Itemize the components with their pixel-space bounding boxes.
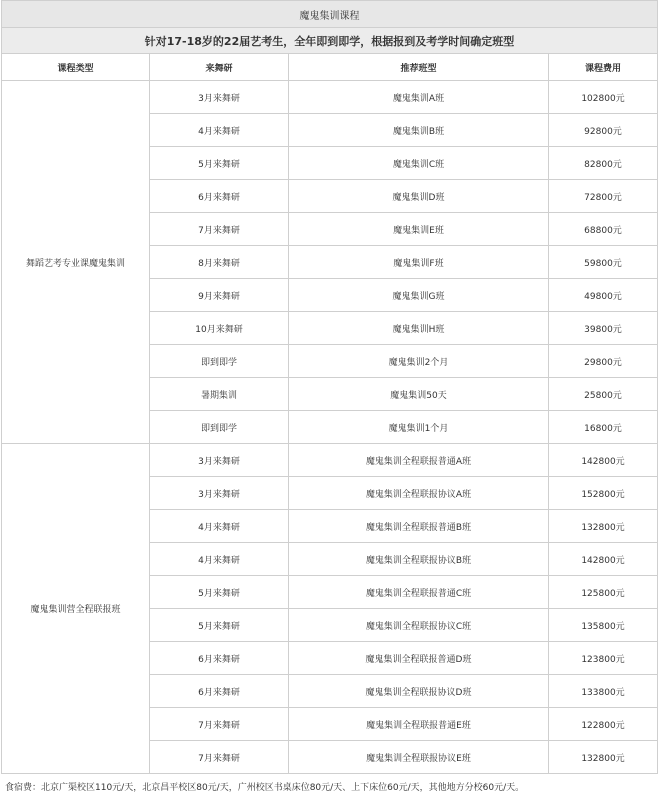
class-cell: 魔鬼集训全程联报普通B班 — [289, 510, 549, 543]
header-row — [2, 54, 658, 81]
course-table-body — [2, 1, 658, 774]
fee-cell: 133800元 — [549, 675, 658, 708]
arrival-cell: 7月来舞研 — [150, 708, 289, 741]
arrival-cell: 4月来舞研 — [150, 114, 289, 147]
fee-cell: 123800元 — [549, 642, 658, 675]
arrival-cell: 5月来舞研 — [150, 576, 289, 609]
class-cell: 魔鬼集训A班 — [289, 81, 549, 114]
table-title: 魔鬼集训课程 — [2, 1, 658, 28]
class-cell: 魔鬼集训50天 — [289, 378, 549, 411]
fee-cell: 72800元 — [549, 180, 658, 213]
class-cell: 魔鬼集训H班 — [289, 312, 549, 345]
arrival-cell: 3月来舞研 — [150, 477, 289, 510]
header-course-type: 课程类型 — [2, 54, 150, 81]
class-cell: 魔鬼集训全程联报协议E班 — [289, 741, 549, 774]
class-cell: 魔鬼集训全程联报协议B班 — [289, 543, 549, 576]
fee-cell: 132800元 — [549, 741, 658, 774]
course-table-container — [1, 0, 657, 799]
arrival-cell: 10月来舞研 — [150, 312, 289, 345]
fee-cell: 92800元 — [549, 114, 658, 147]
fee-cell: 152800元 — [549, 477, 658, 510]
fee-cell: 59800元 — [549, 246, 658, 279]
arrival-cell: 6月来舞研 — [150, 642, 289, 675]
arrival-cell: 6月来舞研 — [150, 180, 289, 213]
arrival-cell: 7月来舞研 — [150, 213, 289, 246]
title-row — [2, 1, 658, 28]
footer-note: 食宿费：北京广渠校区110元/天，北京昌平校区80元/天，广州校区书桌床位80元/天、上下床位60元/天，其他地方分校60元/天。 — [5, 783, 525, 793]
fee-cell: 16800元 — [549, 411, 658, 444]
arrival-cell: 9月来舞研 — [150, 279, 289, 312]
arrival-cell: 5月来舞研 — [150, 147, 289, 180]
fee-cell: 82800元 — [549, 147, 658, 180]
class-cell: 魔鬼集训全程联报普通A班 — [289, 444, 549, 477]
fee-cell: 142800元 — [549, 444, 658, 477]
header-fee: 课程费用 — [549, 54, 658, 81]
arrival-cell: 7月来舞研 — [150, 741, 289, 774]
class-cell: 魔鬼集训G班 — [289, 279, 549, 312]
fee-cell: 49800元 — [549, 279, 658, 312]
table-row — [2, 81, 658, 114]
class-cell: 魔鬼集训C班 — [289, 147, 549, 180]
arrival-cell: 4月来舞研 — [150, 543, 289, 576]
fee-cell: 142800元 — [549, 543, 658, 576]
fee-cell: 39800元 — [549, 312, 658, 345]
arrival-cell: 即到即学 — [150, 345, 289, 378]
class-cell: 魔鬼集训F班 — [289, 246, 549, 279]
arrival-cell: 8月来舞研 — [150, 246, 289, 279]
arrival-cell: 3月来舞研 — [150, 444, 289, 477]
class-cell: 魔鬼集训全程联报普通C班 — [289, 576, 549, 609]
arrival-cell: 4月来舞研 — [150, 510, 289, 543]
arrival-cell: 5月来舞研 — [150, 609, 289, 642]
class-cell: 魔鬼集训全程联报普通D班 — [289, 642, 549, 675]
class-cell: 魔鬼集训E班 — [289, 213, 549, 246]
course-type-cell: 魔鬼集训营全程联报班 — [2, 444, 150, 774]
arrival-cell: 即到即学 — [150, 411, 289, 444]
arrival-cell: 3月来舞研 — [150, 81, 289, 114]
fee-cell: 102800元 — [549, 81, 658, 114]
fee-cell: 68800元 — [549, 213, 658, 246]
class-cell: 魔鬼集训D班 — [289, 180, 549, 213]
arrival-cell: 暑期集训 — [150, 378, 289, 411]
class-cell: 魔鬼集训全程联报协议C班 — [289, 609, 549, 642]
fee-cell: 25800元 — [549, 378, 658, 411]
table-subtitle: 针对17-18岁的22届艺考生，全年即到即学，根据报到及考学时间确定班型 — [2, 28, 658, 54]
fee-cell: 135800元 — [549, 609, 658, 642]
class-cell: 魔鬼集训2个月 — [289, 345, 549, 378]
course-table — [1, 0, 658, 774]
fee-cell: 29800元 — [549, 345, 658, 378]
header-arrival: 来舞研 — [150, 54, 289, 81]
table-row — [2, 444, 658, 477]
class-cell: 魔鬼集训全程联报协议A班 — [289, 477, 549, 510]
class-cell: 魔鬼集训1个月 — [289, 411, 549, 444]
arrival-cell: 6月来舞研 — [150, 675, 289, 708]
course-type-cell: 舞蹈艺考专业课魔鬼集训 — [2, 81, 150, 444]
class-cell: 魔鬼集训全程联报协议D班 — [289, 675, 549, 708]
class-cell: 魔鬼集训全程联报普通E班 — [289, 708, 549, 741]
header-class: 推荐班型 — [289, 54, 549, 81]
class-cell: 魔鬼集训B班 — [289, 114, 549, 147]
subtitle-row — [2, 28, 658, 54]
fee-cell: 122800元 — [549, 708, 658, 741]
fee-cell: 132800元 — [549, 510, 658, 543]
fee-cell: 125800元 — [549, 576, 658, 609]
